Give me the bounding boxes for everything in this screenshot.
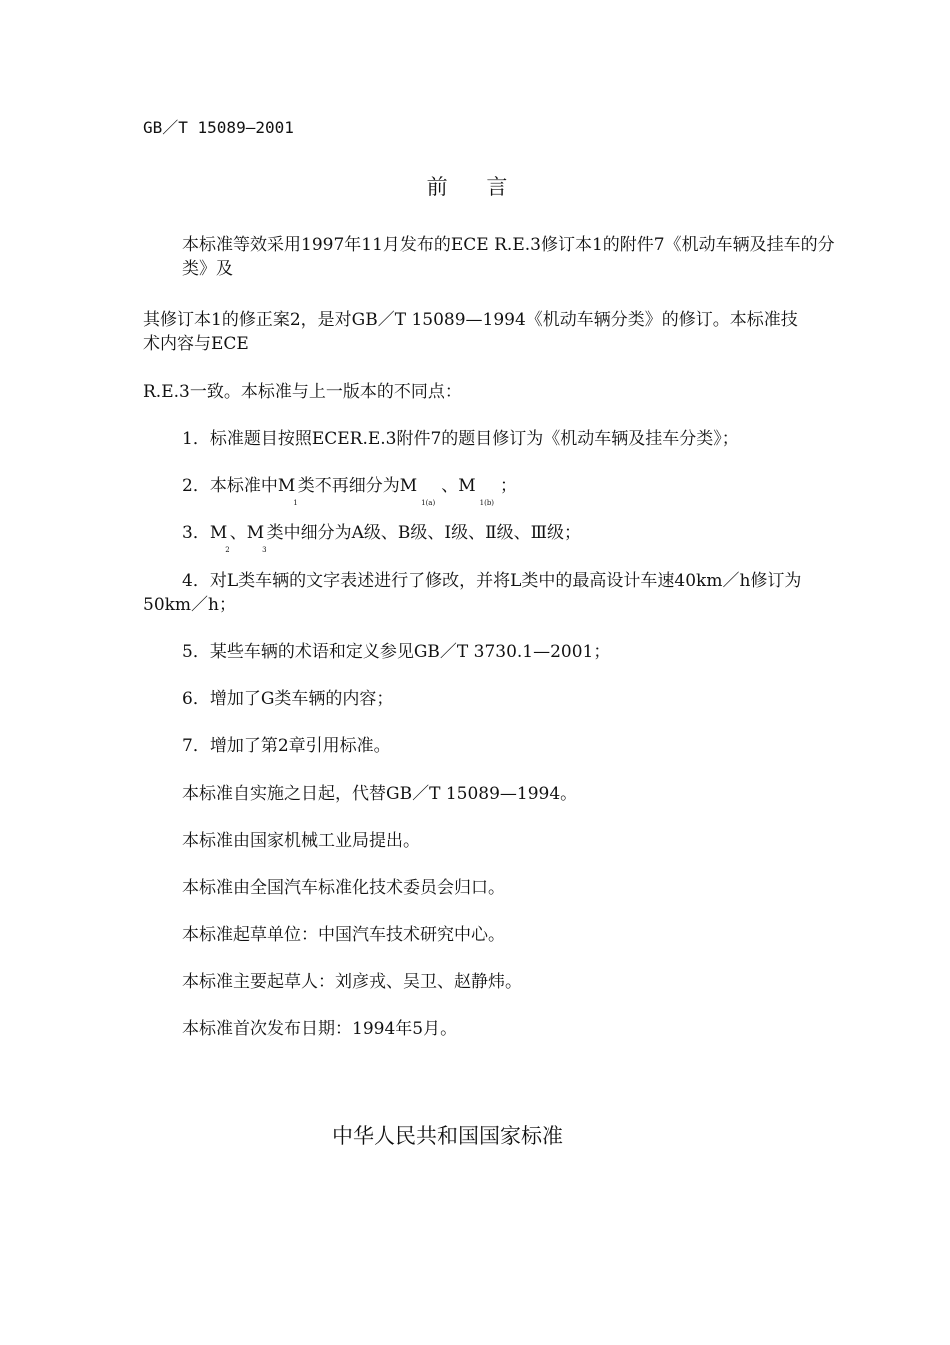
standard-number: GB／T 15089—2001 bbox=[143, 118, 294, 137]
note-centralized-by: 本标准由全国汽车标准化技术委员会归口。 bbox=[182, 878, 505, 898]
subscript: 1 bbox=[293, 499, 298, 507]
list-item-1: 1．标准题目按照ECER.E.3附件7的题目修订为《机动车辆及挂车分类》； bbox=[182, 429, 739, 449]
footer-heading: 中华人民共和国国家标准 bbox=[332, 1124, 563, 1148]
list-item-3-text-b: 、M bbox=[229, 523, 265, 543]
subscript: 3 bbox=[262, 546, 267, 554]
intro-paragraph-line-2: 其修订本1的修正案2，是对GB／T 15089—1994《机动车辆分类》的修订。本标准技术内容与ECE bbox=[143, 310, 798, 354]
list-item-7: 7．增加了第2章引用标准。 bbox=[182, 736, 391, 756]
list-item-3 bbox=[182, 521, 581, 562]
note-first-release: 本标准首次发布日期：1994年5月。 bbox=[182, 1019, 458, 1039]
list-item-6: 6．增加了G类车辆的内容； bbox=[182, 689, 394, 709]
intro-paragraph-line-3: R.E.3一致。本标准与上一版本的不同点： bbox=[143, 382, 462, 402]
subscript: 2 bbox=[225, 546, 230, 554]
note-drafters: 本标准主要起草人：刘彦戎、吴卫、赵静炜。 bbox=[182, 972, 522, 992]
list-item-3-text-a: 3．M bbox=[182, 523, 228, 543]
list-item-2-text-c: 、M bbox=[441, 476, 476, 496]
list-item-5: 5．某些车辆的术语和定义参见GB／T 3730.1—2001； bbox=[182, 642, 611, 662]
note-replaces: 本标准自实施之日起，代替GB／T 15089—1994。 bbox=[182, 784, 578, 804]
page-title: 前 言 bbox=[426, 175, 524, 199]
note-proposed-by: 本标准由国家机械工业局提出。 bbox=[182, 831, 420, 851]
list-item-2-text-a: 2．本标准中M bbox=[182, 476, 296, 496]
list-item-2-text-b: 类不再细分为M bbox=[297, 476, 418, 496]
intro-paragraph-line-1: 本标准等效采用1997年11月发布的ECE R.E.3修订本1的附件7《机动车辆及挂车的分类》及 bbox=[182, 235, 835, 279]
subscript: 1(a) bbox=[421, 499, 436, 507]
list-item-4: 4．对L类车辆的文字表述进行了修改，并将L类中的最高设计车速40km／h修订为50km／h； bbox=[143, 571, 802, 615]
list-item-2-text-d: ； bbox=[500, 476, 518, 496]
list-item-2 bbox=[182, 474, 517, 515]
list-item-3-text-c: 类中细分为A级、B级、Ⅰ级、Ⅱ级、Ⅲ级； bbox=[266, 523, 582, 543]
note-drafting-unit: 本标准起草单位：中国汽车技术研究中心。 bbox=[182, 925, 505, 945]
subscript: 1(b) bbox=[479, 499, 495, 507]
